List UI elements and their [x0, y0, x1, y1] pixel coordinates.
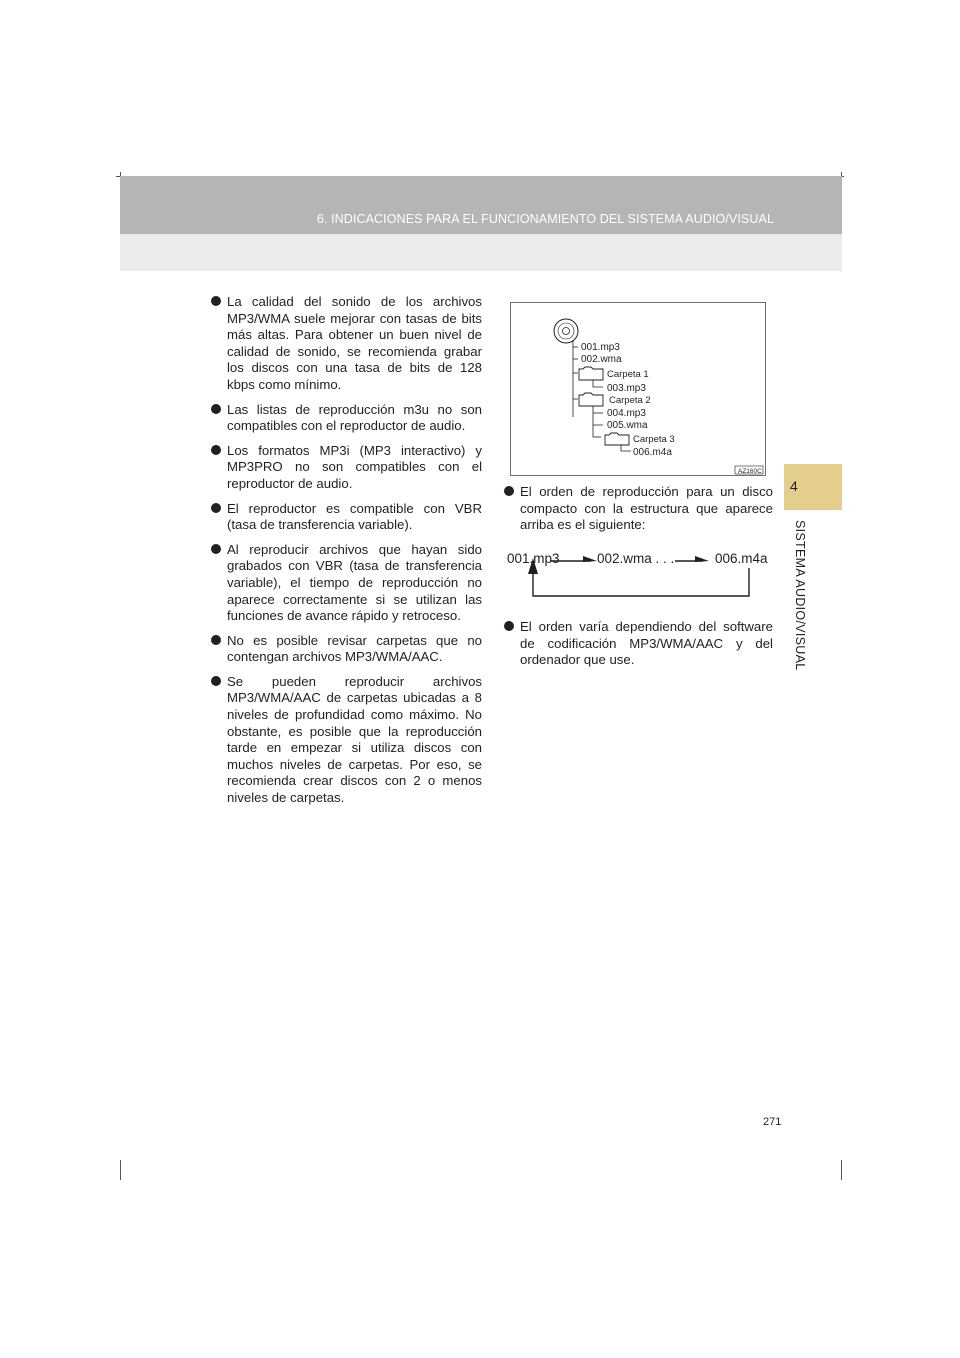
list-item: La calidad del sonido de los archivos MP3/WMA suele mejorar con tasas de bits más altas. Para obtener un buen nivel de calidad de sonido, se recomienda grabar los discos con una tasa de bits de 128 kbps como mínimo.: [210, 294, 482, 394]
order-first: 001.mp3: [507, 551, 560, 566]
bullet-icon: [211, 404, 221, 414]
section-title: 6. INDICACIONES PARA EL FUNCIONAMIENTO DEL SISTEMA AUDIO/VISUAL: [316, 212, 774, 226]
list-item: El reproductor es compatible con VBR (tasa de transferencia variable).: [210, 501, 482, 534]
list-item: El orden de reproducción para un disco compacto con la estructura que aparece arriba es el siguiente:: [503, 484, 773, 534]
folder-structure-diagram: [510, 302, 766, 476]
order-second: 002.wma . . .: [597, 551, 675, 566]
list-item: Se pueden reproducir archivos MP3/WMA/AAC de carpetas ubicadas a 8 niveles de profundidad como máximo. No obstante, es posible que la reproducción tarde en empezar si utiliza discos con muchos niveles de carpetas. Por eso, se recomienda crear discos con 2 o menos niveles de carpetas.: [210, 674, 482, 807]
file-004: 004.mp3: [607, 408, 646, 419]
list-item: Al reproducir archivos que hayan sido grabados con VBR (tasa de transferencia variable), el tiempo de reproducción no aparece correctamente si se utilizan las funciones de avance rápido y retroceso.: [210, 542, 482, 625]
file-002: 002.wma: [581, 354, 622, 365]
bullet-icon: [504, 486, 514, 496]
right-column-lower: [503, 619, 773, 677]
list-item: Las listas de reproducción m3u no son compatibles con el reproductor de audio.: [210, 402, 482, 435]
crop-mark: [841, 1160, 842, 1180]
bullet-icon: [504, 621, 514, 631]
file-003: 003.mp3: [607, 383, 646, 394]
bullet-icon: [211, 544, 221, 554]
chapter-number: 4: [790, 478, 798, 494]
file-005: 005.wma: [607, 420, 648, 431]
file-006: 006.m4a: [633, 447, 672, 458]
crop-mark: [120, 1160, 121, 1180]
bullet-icon: [211, 503, 221, 513]
chapter-label: SISTEMA AUDIO/VISUAL: [793, 520, 807, 671]
folder-tree: [511, 303, 765, 475]
disc-icon: [554, 319, 578, 343]
figure-code: AZ160C: [738, 468, 762, 475]
bullet-icon: [211, 676, 221, 686]
folder-2-label: Carpeta 2: [609, 395, 651, 406]
bullet-icon: [211, 296, 221, 306]
file-001: 001.mp3: [581, 342, 620, 353]
page-number: 271: [763, 1116, 782, 1128]
header-band: [120, 176, 842, 271]
list-item: No es posible revisar carpetas que no contengan archivos MP3/WMA/AAC.: [210, 633, 482, 666]
playback-order-flow: [503, 548, 778, 603]
bullet-icon: [211, 445, 221, 455]
folder-1-label: Carpeta 1: [607, 369, 649, 380]
right-column: [503, 484, 773, 542]
left-column: [210, 294, 482, 815]
order-last: 006.m4a: [715, 551, 768, 566]
bullet-icon: [211, 635, 221, 645]
list-item: Los formatos MP3i (MP3 interactivo) y MP3PRO no son compatibles con el reproductor de audio.: [210, 443, 482, 493]
list-item: El orden varía dependiendo del software de codificación MP3/WMA/AAC y del ordenador que use.: [503, 619, 773, 669]
folder-3-label: Carpeta 3: [633, 434, 675, 445]
